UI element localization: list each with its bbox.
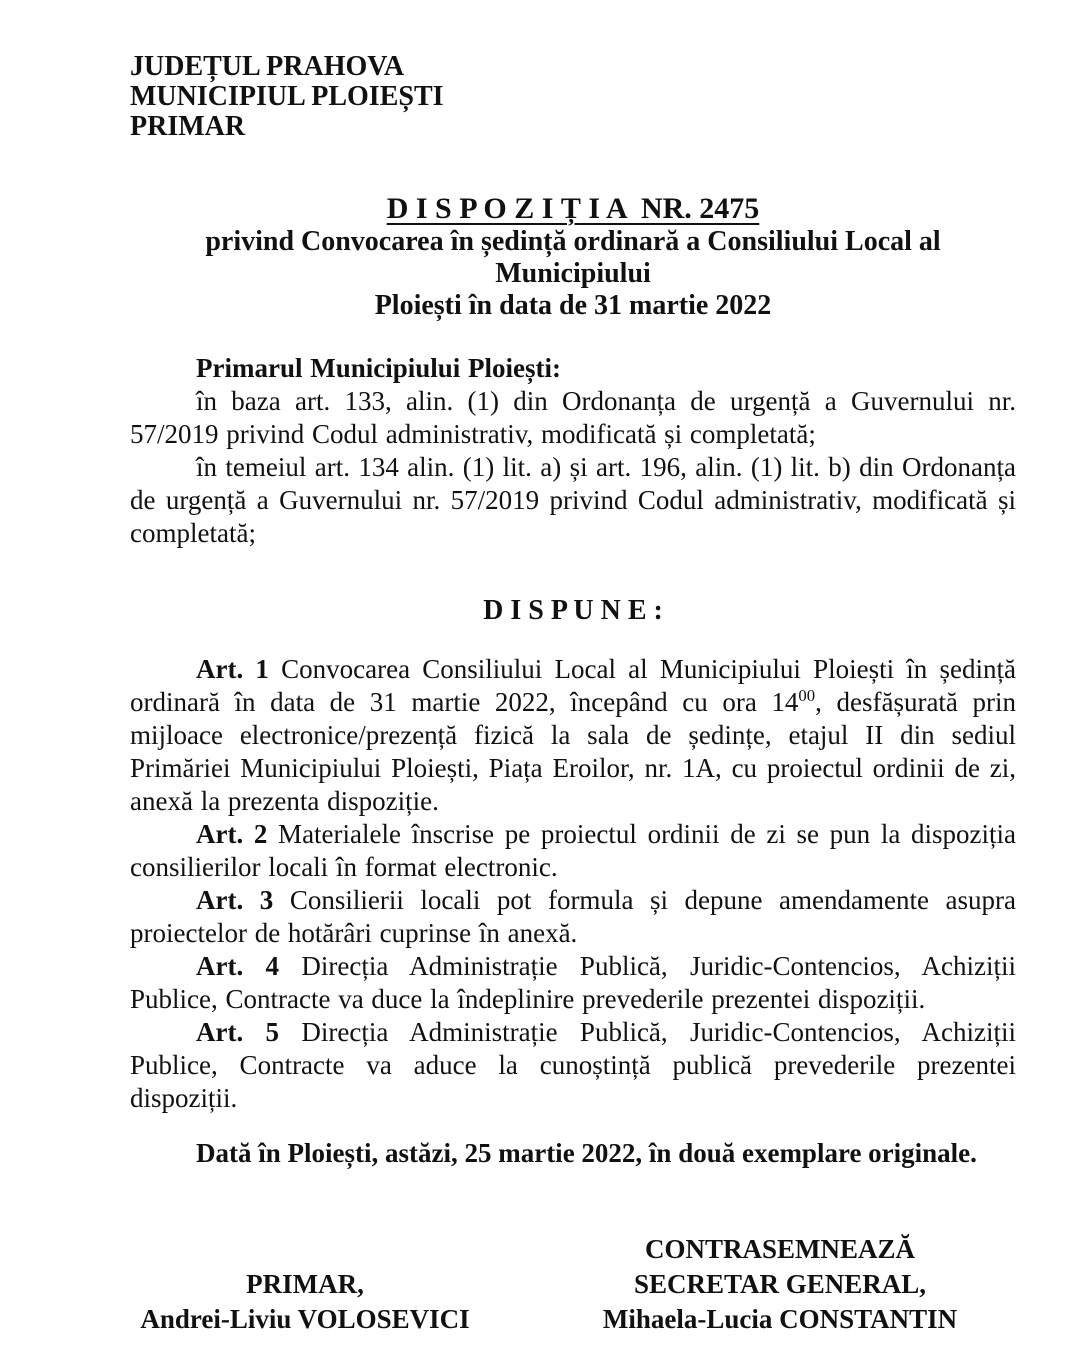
article-4-text: Direcția Administrație Publică, Juridic-Contencios, Achiziții Publice, Contracte va duce la îndeplinire prevederile prezentei dispoziții.	[130, 951, 1016, 1014]
primar-name: Andrei-Liviu VOLOSEVICI	[140, 1304, 470, 1334]
document-subtitle-line1: privind Convocarea în ședință ordinară a Consiliului Local al Municipiului	[205, 226, 941, 289]
contrasemneaza-heading: CONTRASEMNEAZĂ	[644, 1234, 916, 1264]
letterhead-municipality: MUNICIPIUL PLOIEȘTI	[130, 81, 444, 112]
article-1-superscript: 00	[798, 686, 816, 705]
signature-primar	[140, 1267, 470, 1337]
secretar-title: SECRETAR GENERAL,	[633, 1269, 927, 1299]
article-1	[130, 653, 1016, 818]
article-3	[130, 884, 1016, 950]
document-page	[130, 52, 1016, 1352]
article-1-text: Convocarea Consiliului Local al Municipiului Ploiești în ședință ordinară în data de 31 martie 2022, începând cu ora 14	[130, 654, 1016, 717]
signature-secretar	[600, 1232, 960, 1337]
article-2-text: Materialele înscrise pe proiectul ordinii de zi se pun la dispoziția consilierilor locali în format electronic.	[130, 819, 1016, 882]
signature-block	[130, 1232, 1016, 1352]
legal-authority-paragraph: în temeiul art. 134 alin. (1) lit. a) și art. 196, alin. (1) lit. b) din Ordonanța de urgență a Guvernului nr. 57/2019 privind Codul administrativ, modificată și completată;	[130, 452, 1016, 548]
document-title-line	[130, 192, 1016, 226]
article-5-label: Art. 5	[196, 1017, 280, 1047]
secretar-name: Mihaela-Lucia CONSTANTIN	[602, 1304, 958, 1334]
document-subtitle-line2: Ploiești în data de 31 martie 2022	[374, 290, 772, 321]
title-block	[130, 192, 1016, 322]
article-5	[130, 1016, 1016, 1115]
preamble-intro: Primarul Municipiului Ploiești:	[196, 353, 561, 383]
article-2-label: Art. 2	[196, 819, 268, 849]
article-1-label: Art. 1	[196, 654, 269, 684]
preamble-section	[130, 352, 1016, 550]
dispune-heading: D I S P U N E :	[483, 595, 663, 626]
article-1-text-continued: , desfășurată prin mijloace electronice/prezență fizică la sala de ședințe, etajul II din sediul Primăriei Municipiului Ploiești, Piața Eroilor, nr. 1A, cu proiectul ordinii de zi, anexă la prezenta dispoziție.	[130, 687, 1016, 816]
article-5-text: Direcția Administrație Publică, Juridic-Contencios, Achiziții Publice, Contracte va aduce la cunoștință publică prevederile prezentei dispoziții.	[130, 1017, 1016, 1113]
article-3-label: Art. 3	[196, 885, 274, 915]
letterhead	[130, 52, 1016, 142]
article-4	[130, 950, 1016, 1016]
letterhead-office: PRIMAR	[130, 111, 246, 142]
primar-title: PRIMAR,	[246, 1269, 364, 1299]
document-title: D I S P O Z I Ț I A NR. 2475	[386, 192, 760, 225]
article-4-label: Art. 4	[196, 951, 280, 981]
articles-section	[130, 653, 1016, 1115]
letterhead-county: JUDEȚUL PRAHOVA	[130, 51, 405, 82]
dateline: Dată în Ploiești, astăzi, 25 martie 2022, în două exemplare originale.	[196, 1138, 977, 1168]
legal-basis-paragraph: în baza art. 133, alin. (1) din Ordonanța de urgență a Guvernului nr. 57/2019 privind Codul administrativ, modificată și completată;	[130, 386, 1016, 449]
article-2	[130, 818, 1016, 884]
article-3-text: Consilierii locali pot formula și depune amendamente asupra proiectelor de hotărâri cuprinse în anexă.	[130, 885, 1016, 948]
